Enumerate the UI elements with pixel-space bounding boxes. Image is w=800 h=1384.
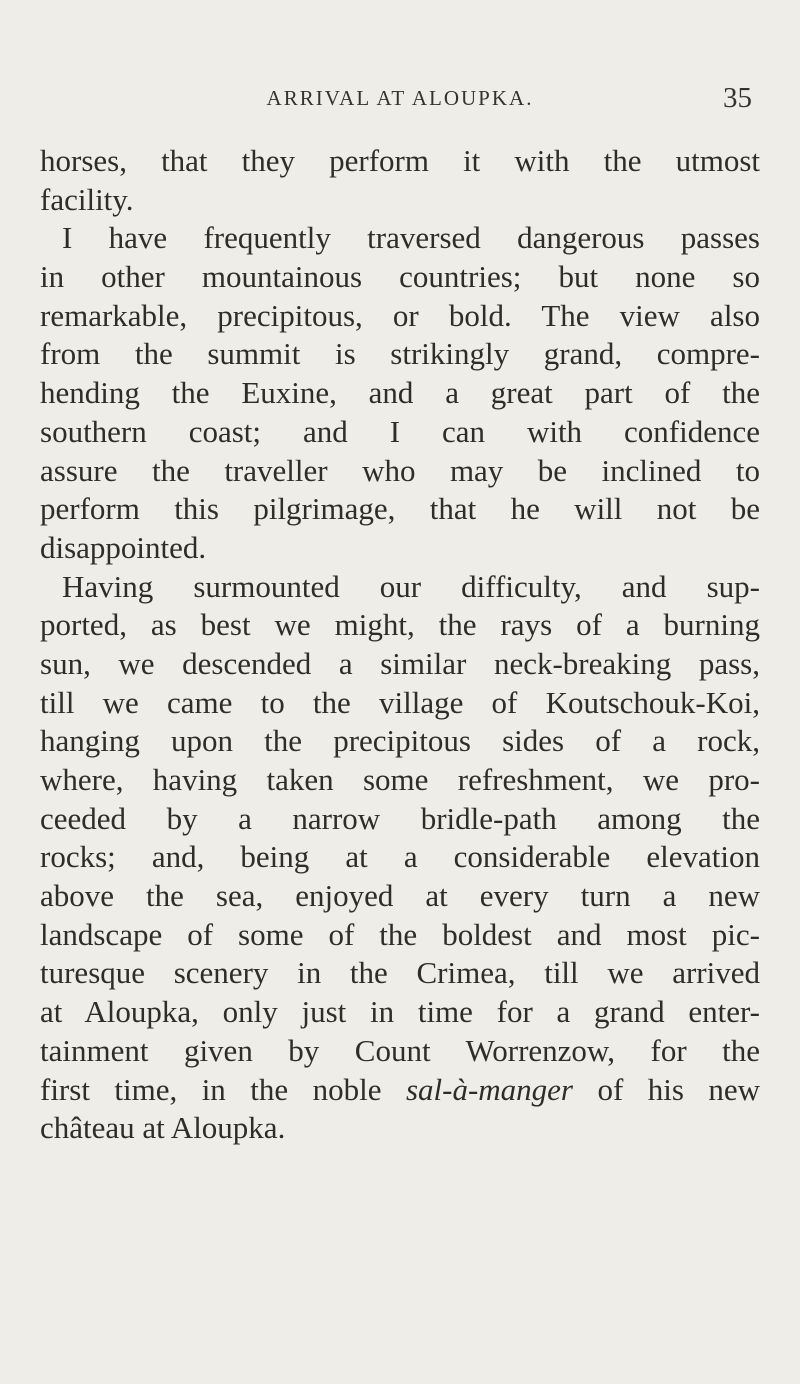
text-line-17: where, having taken some refreshment, we pro- <box>40 762 760 797</box>
text-line-3: I have frequently traversed dangerous passes <box>62 220 760 256</box>
italic-phrase: sal-à-manger <box>405 1071 573 1107</box>
text-line-19: rocks; and, being at a considerable elevation <box>40 839 760 875</box>
text-line-6: from the summit is strikingly grand, compre- <box>40 336 760 372</box>
text-line-25 <box>40 1071 760 1110</box>
text-line-8: southern coast; and I can with confidence <box>40 413 760 449</box>
text-line-4: in other mountainous countries; but none so <box>40 259 760 295</box>
page-number: 35 <box>723 82 752 114</box>
body-text <box>40 142 760 1148</box>
text-line-26: château at Aloupka. <box>40 1110 286 1146</box>
text-line-23: at Aloupka, only just in time for a grand enter- <box>40 994 760 1030</box>
text-line-2: facility. <box>40 181 134 217</box>
running-head <box>40 82 760 116</box>
text-line-21: landscape of some of the boldest and most pic- <box>40 916 760 952</box>
text-line-14: sun, we descended a similar neck-breaking pass, <box>40 645 760 681</box>
text-line-7: hending the Euxine, and a great part of the <box>40 375 760 411</box>
text-line-20: above the sea, enjoyed at every turn a new <box>40 878 760 914</box>
text-line-12: Having surmounted our difficulty, and sup- <box>62 568 760 604</box>
text-line-11: disappointed. <box>40 529 207 565</box>
text-line-10: perform this pilgrimage, that he will not be <box>40 491 760 527</box>
text-line-16: hanging upon the precipitous sides of a rock, <box>40 723 760 759</box>
text-line-9: assure the traveller who may be inclined to <box>40 452 760 488</box>
text-line-25-end: of his new <box>572 1071 760 1107</box>
text-line-1: horses, that they perform it with the utmost <box>40 143 760 178</box>
text-line-5: remarkable, precipitous, or bold. The view also <box>40 297 760 333</box>
text-line-22: turesque scenery in the Crimea, till we arrived <box>40 955 760 991</box>
text-line-25-start: first time, in the noble <box>40 1071 406 1107</box>
text-line-13: ported, as best we might, the rays of a burning <box>40 607 760 643</box>
running-title: ARRIVAL AT ALOUPKA. <box>266 86 534 110</box>
text-line-15: till we came to the village of Koutschouk-Koi, <box>40 684 760 720</box>
text-line-24: tainment given by Count Worrenzow, for the <box>40 1032 760 1068</box>
text-line-18: ceeded by a narrow bridle-path among the <box>40 800 760 836</box>
